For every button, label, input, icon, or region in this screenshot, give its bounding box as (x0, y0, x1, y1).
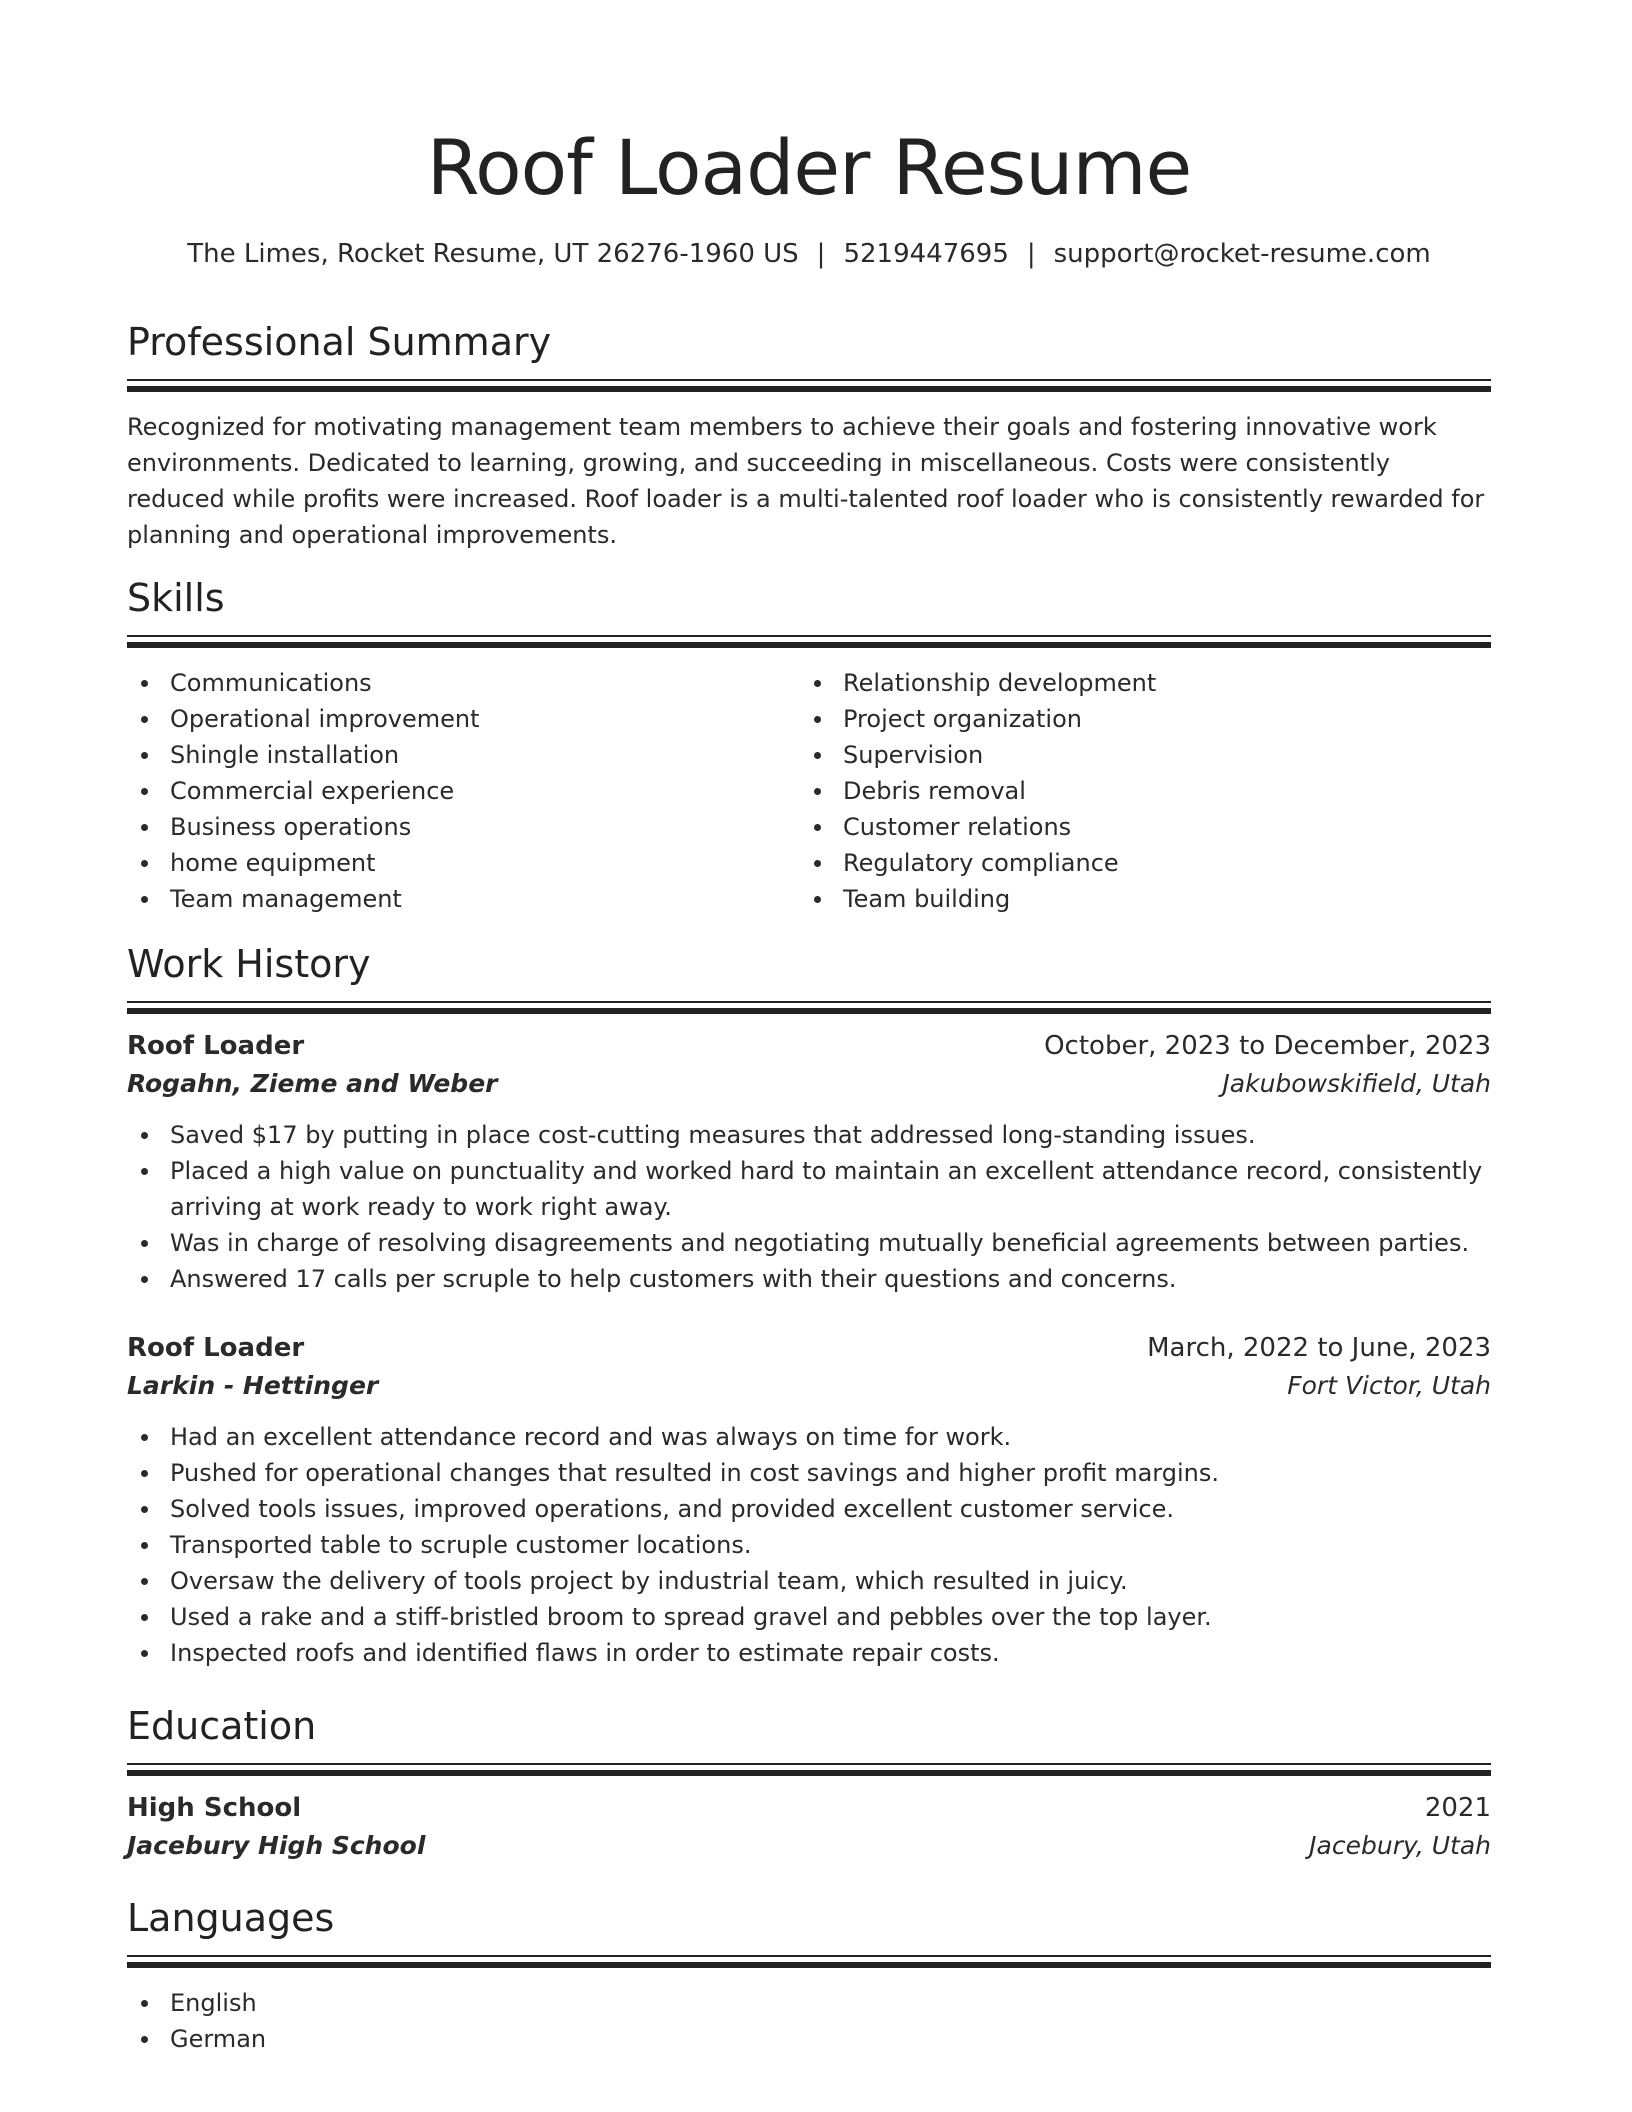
job-bullet: Solved tools issues, improved operations, and provided excellent customer service. (127, 1491, 1491, 1527)
education-degree: High School (127, 1793, 302, 1823)
contact-line (127, 236, 1491, 272)
contact-separator: | (816, 239, 826, 269)
work-history-heading: Work History (127, 942, 371, 986)
skill-item: Operational improvement (127, 701, 800, 737)
skill-item: Customer relations (800, 809, 1473, 845)
job-entry (127, 1027, 1491, 1297)
education-entry (127, 1789, 1491, 1865)
contact-separator: | (1026, 239, 1036, 269)
job-bullet: Pushed for operational changes that resulted in cost savings and higher profit margins. (127, 1455, 1491, 1491)
job-bullet: Inspected roofs and identified flaws in order to estimate repair costs. (127, 1635, 1491, 1671)
job-bullet: Was in charge of resolving disagreements and negotiating mutually beneficial agreements between parties. (127, 1225, 1491, 1261)
job-entry (127, 1329, 1491, 1671)
job-title: Roof Loader (127, 1333, 305, 1363)
section-divider (127, 1955, 1491, 1969)
languages-heading: Languages (127, 1896, 335, 1940)
skill-item: Commercial experience (127, 773, 800, 809)
skill-item: Supervision (800, 737, 1473, 773)
job-bullet: Saved $17 by putting in place cost-cutting measures that addressed long-standing issues. (127, 1117, 1491, 1153)
work-history-section (127, 938, 1491, 1671)
skills-section (127, 572, 1491, 917)
section-divider (127, 635, 1491, 649)
skill-item: Business operations (127, 809, 800, 845)
contact-email: support@rocket-resume.com (1053, 239, 1431, 269)
education-year: 2021 (1424, 1793, 1491, 1823)
job-bullet: Oversaw the delivery of tools project by industrial team, which resulted in juicy. (127, 1563, 1491, 1599)
skills-column-left (127, 665, 800, 917)
language-item: German (127, 2021, 1491, 2057)
language-item: English (127, 1985, 1491, 2021)
skill-item: Shingle installation (127, 737, 800, 773)
languages-section (127, 1892, 1491, 2057)
job-bullet: Placed a high value on punctuality and worked hard to maintain an excellent attendance record, consistently arriving at work ready to work right away. (127, 1153, 1491, 1225)
job-dates: October, 2023 to December, 2023 (1044, 1031, 1491, 1061)
skill-item: Relationship development (800, 665, 1473, 701)
skill-item: Team management (127, 881, 800, 917)
job-company: Rogahn, Zieme and Weber (127, 1069, 498, 1098)
job-bullet: Transported table to scruple customer locations. (127, 1527, 1491, 1563)
skills-heading: Skills (127, 576, 225, 620)
section-divider (127, 379, 1491, 393)
skill-item: Debris removal (800, 773, 1473, 809)
job-location: Jakubowskifield, Utah (1222, 1069, 1491, 1098)
job-bullet: Answered 17 calls per scruple to help customers with their questions and concerns. (127, 1261, 1491, 1297)
skill-item: home equipment (127, 845, 800, 881)
skill-item: Team building (800, 881, 1473, 917)
skills-column-right (800, 665, 1473, 917)
summary-text: Recognized for motivating management team members to achieve their goals and fostering innovative work environments. Dedicated to learning, growing, and succeeding in miscellaneous. Costs were consistently reduced while profits were increased. Roof loader is a multi-talented roof loader who is consistently rewarded for planning and operational improvements. (127, 413, 1485, 549)
summary-heading: Professional Summary (127, 320, 552, 364)
education-heading: Education (127, 1704, 317, 1748)
summary-section (127, 316, 1491, 553)
skill-item: Communications (127, 665, 800, 701)
education-section (127, 1700, 1491, 1865)
job-company: Larkin - Hettinger (127, 1371, 379, 1400)
job-dates: March, 2022 to June, 2023 (1147, 1333, 1491, 1363)
section-divider (127, 1001, 1491, 1015)
education-school: Jacebury High School (127, 1831, 426, 1860)
job-bullet: Used a rake and a stiff-bristled broom to spread gravel and pebbles over the top layer. (127, 1599, 1491, 1635)
resume-title: Roof Loader Resume (426, 123, 1192, 212)
contact-address: The Limes, Rocket Resume, UT 26276-1960 US (187, 239, 799, 269)
job-location: Fort Victor, Utah (1287, 1371, 1491, 1400)
job-title: Roof Loader (127, 1031, 305, 1061)
skill-item: Regulatory compliance (800, 845, 1473, 881)
job-bullet: Had an excellent attendance record and was always on time for work. (127, 1419, 1491, 1455)
section-divider (127, 1763, 1491, 1777)
skill-item: Project organization (800, 701, 1473, 737)
education-location: Jacebury, Utah (1309, 1831, 1491, 1860)
contact-phone: 5219447695 (843, 239, 1009, 269)
